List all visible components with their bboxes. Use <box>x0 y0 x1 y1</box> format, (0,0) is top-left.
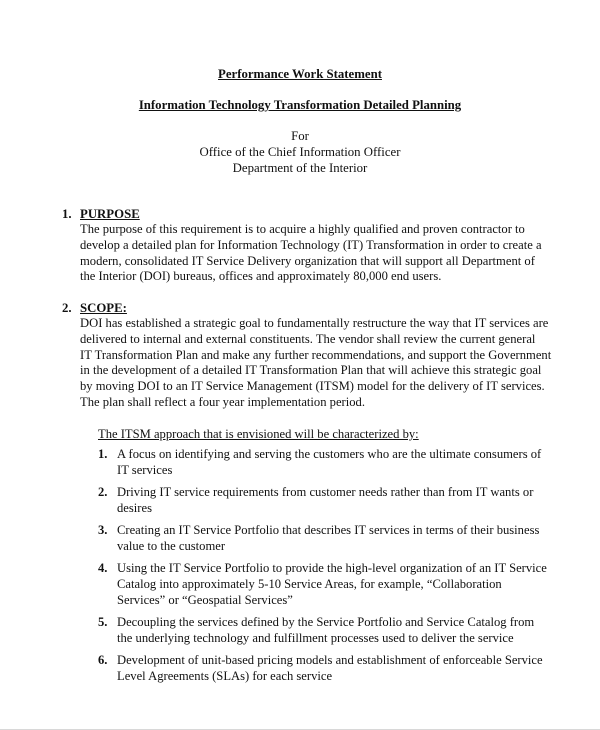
list-item-number: 3. <box>98 523 108 537</box>
section-heading-scope: SCOPE: <box>80 301 127 315</box>
list-item-line: Development of unit-based pricing models and establishment of enforceable Service <box>117 653 543 667</box>
document-title: Performance Work Statement <box>218 67 382 81</box>
section-number: 2. <box>62 301 72 315</box>
list-item-number: 2. <box>98 485 108 499</box>
paragraph-line: modern, consolidated IT Service Delivery organization that will support all Department of <box>80 253 535 268</box>
list-item-line: desires <box>117 501 152 515</box>
itsm-lead-text: The ITSM approach that is envisioned will be characterized by: <box>98 427 419 441</box>
list-item <box>117 522 557 554</box>
purpose-paragraph <box>80 222 550 285</box>
paragraph-line: DOI has established a strategic goal to fundamentally restructure the way that IT services are <box>80 316 549 330</box>
list-item-line: the underlying technology and fulfillment processes used to deliver the service <box>117 631 514 645</box>
list-item-line: Decoupling the services defined by the Service Portfolio and Service Catalog from <box>117 615 535 629</box>
document-subtitle: Information Technology Transformation Detailed Planning <box>138 98 462 112</box>
paragraph-line: the Interior (DOI) bureaus, offices and approximately 80,000 end users. <box>80 269 442 284</box>
list-item-line: Catalog into approximately 5-10 Service Areas, for example, “Collaboration <box>117 577 502 591</box>
paragraph-line: The plan shall reflect a four year implementation period. <box>80 394 365 409</box>
list-item <box>117 560 557 608</box>
for-label: For <box>291 129 309 143</box>
list-item <box>117 652 557 684</box>
paragraph-line: by moving DOI to an IT Service Management (ITSM) model for the delivery of IT services. <box>80 379 545 394</box>
list-item-line: A focus on identifying and serving the customers who are the ultimate consumers of <box>117 447 542 461</box>
list-item-line: Creating an IT Service Portfolio that describes IT services in terms of their business <box>117 523 540 537</box>
list-item-line: Level Agreements (SLAs) for each service <box>117 669 333 683</box>
list-item-line: Driving IT service requirements from customer needs rather than from IT wants or <box>117 485 534 499</box>
department-name: Department of the Interior <box>232 161 368 175</box>
list-item <box>117 484 557 516</box>
list-item-number: 6. <box>98 653 108 667</box>
paragraph-line: develop a detailed plan for Information Technology (IT) Transformation in order to create a <box>80 237 542 252</box>
paragraph-line: delivered to internal and external constituents. The vendor shall review the current general <box>80 331 536 346</box>
list-item-number: 4. <box>98 561 108 575</box>
paragraph-line: in the development of a detailed IT Transformation Plan that will achieve this strategic goal <box>80 363 542 378</box>
list-item-number: 5. <box>98 615 108 629</box>
list-item <box>117 614 557 646</box>
list-item <box>117 446 557 478</box>
paragraph-line: The purpose of this requirement is to acquire a highly qualified and proven contractor to <box>80 222 525 236</box>
section-heading-purpose: PURPOSE <box>80 207 140 221</box>
office-name: Office of the Chief Information Officer <box>199 145 401 159</box>
list-item-number: 1. <box>98 447 108 461</box>
list-item-line: value to the customer <box>117 539 226 553</box>
scope-paragraph <box>80 316 550 411</box>
list-item-line: IT services <box>117 463 173 477</box>
paragraph-line: IT Transformation Plan and make any further recommendations, and support the Government <box>80 347 552 362</box>
list-item-line: Using the IT Service Portfolio to provide the high-level organization of an IT Service <box>117 561 547 575</box>
section-number: 1. <box>62 207 72 221</box>
list-item-line: Services” or “Geospatial Services” <box>117 593 293 607</box>
